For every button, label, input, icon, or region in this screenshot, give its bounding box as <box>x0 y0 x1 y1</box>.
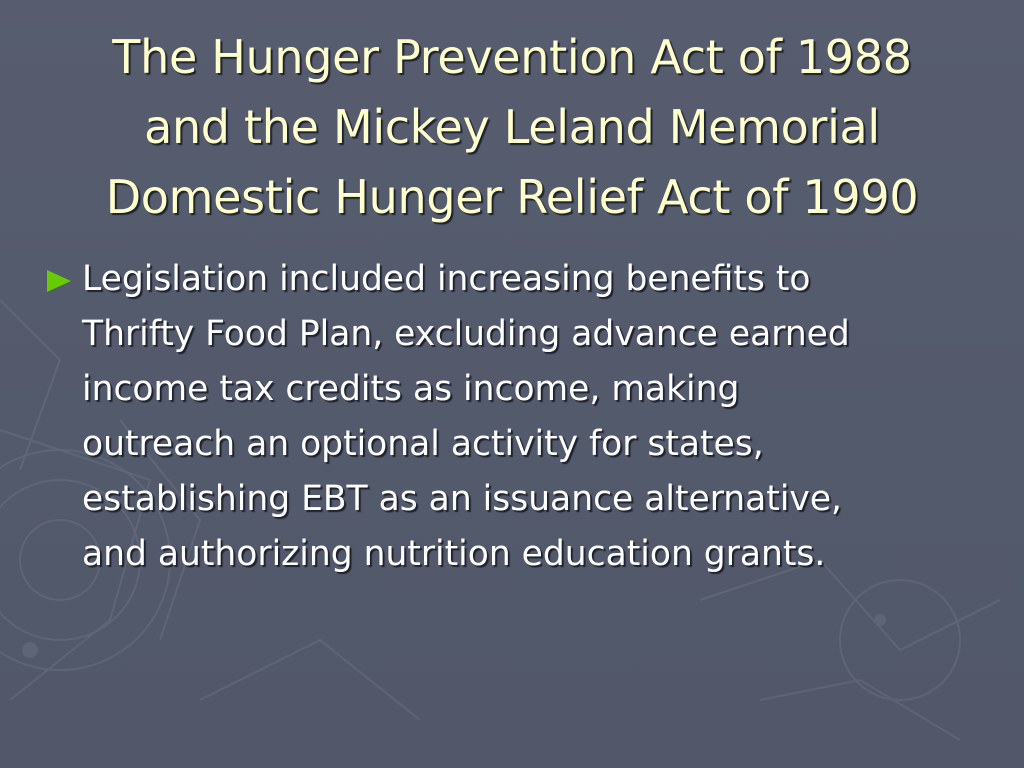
bullet-item <box>46 252 986 582</box>
slide-title-line: The Hunger Prevention Act of 1988 <box>112 30 912 84</box>
bullet-text-line: and authorizing nutrition education grants. <box>82 534 826 574</box>
slide-title-line: and the Mickey Leland Memorial <box>144 100 880 154</box>
bullet-text-line: establishing EBT as an issuance alternative, <box>82 479 843 519</box>
triangle-bullet-icon <box>46 252 82 297</box>
bullet-text-line: Thrifty Food Plan, excluding advance earned <box>82 314 850 354</box>
bullet-text <box>82 252 982 582</box>
bullet-text-line: outreach an optional activity for states, <box>82 424 764 464</box>
slide-title <box>40 22 984 232</box>
bullet-text-line: income tax credits as income, making <box>82 369 740 409</box>
slide-title-line: Domestic Hunger Relief Act of 1990 <box>105 170 919 224</box>
bullet-text-line: Legislation included increasing benefits to <box>82 259 811 299</box>
